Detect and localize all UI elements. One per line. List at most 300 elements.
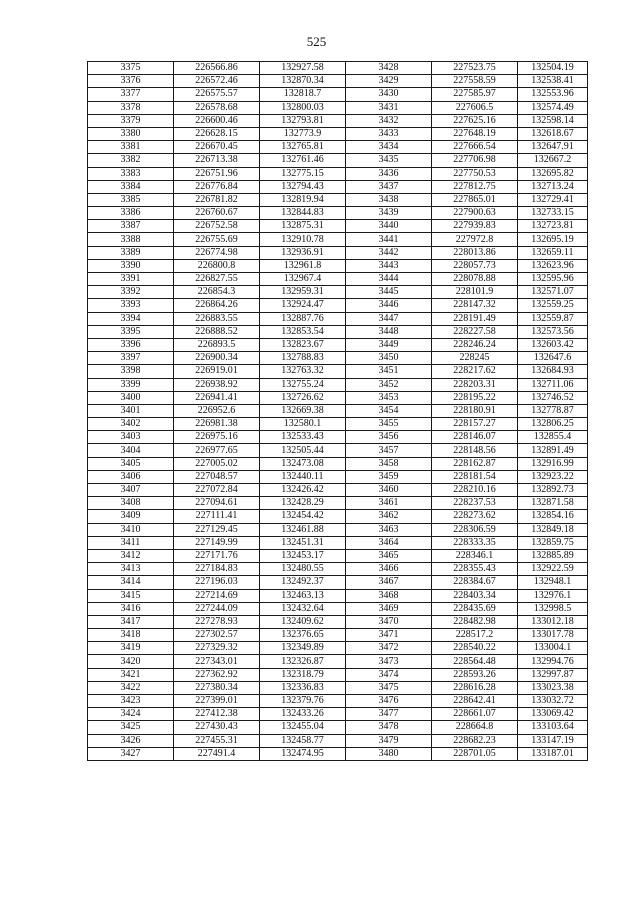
y-coordinate-cell: 132967.4 [260, 273, 346, 286]
point-number-cell: 3428 [346, 62, 432, 75]
point-number-cell: 3411 [88, 536, 174, 549]
point-number-cell: 3399 [88, 378, 174, 391]
point-number-cell: 3393 [88, 299, 174, 312]
x-coordinate-cell: 227558.59 [432, 75, 518, 88]
table-row [88, 418, 588, 431]
y-coordinate-cell: 132819.94 [260, 193, 346, 206]
x-coordinate-cell: 228217.62 [432, 365, 518, 378]
table-row [88, 167, 588, 180]
x-coordinate-cell: 228306.59 [432, 523, 518, 536]
y-coordinate-cell: 132870.34 [260, 75, 346, 88]
table-row [88, 273, 588, 286]
x-coordinate-cell: 226575.57 [174, 88, 260, 101]
x-coordinate-cell: 227184.83 [174, 563, 260, 576]
x-coordinate-cell: 226628.15 [174, 127, 260, 140]
y-coordinate-cell: 132684.93 [518, 365, 588, 378]
point-number-cell: 3445 [346, 286, 432, 299]
y-coordinate-cell: 132891.49 [518, 444, 588, 457]
x-coordinate-cell: 228181.54 [432, 470, 518, 483]
x-coordinate-cell: 227865.01 [432, 193, 518, 206]
point-number-cell: 3435 [346, 154, 432, 167]
y-coordinate-cell: 132924.47 [260, 299, 346, 312]
point-number-cell: 3460 [346, 484, 432, 497]
x-coordinate-cell: 227648.19 [432, 127, 518, 140]
y-coordinate-cell: 132713.24 [518, 180, 588, 193]
point-number-cell: 3439 [346, 207, 432, 220]
y-coordinate-cell: 133017.78 [518, 629, 588, 642]
y-coordinate-cell: 132409.62 [260, 615, 346, 628]
x-coordinate-cell: 228245 [432, 352, 518, 365]
table-row [88, 299, 588, 312]
y-coordinate-cell: 132800.03 [260, 101, 346, 114]
y-coordinate-cell: 132428.29 [260, 497, 346, 510]
x-coordinate-cell: 228682.23 [432, 734, 518, 747]
x-coordinate-cell: 228162.87 [432, 457, 518, 470]
y-coordinate-cell: 132426.42 [260, 484, 346, 497]
point-number-cell: 3406 [88, 470, 174, 483]
y-coordinate-cell: 132806.25 [518, 418, 588, 431]
table-row [88, 470, 588, 483]
table-row [88, 668, 588, 681]
y-coordinate-cell: 132948.1 [518, 576, 588, 589]
table-row [88, 154, 588, 167]
y-coordinate-cell: 132659.11 [518, 246, 588, 259]
point-number-cell: 3467 [346, 576, 432, 589]
x-coordinate-cell: 227606.5 [432, 101, 518, 114]
y-coordinate-cell: 132765.81 [260, 141, 346, 154]
y-coordinate-cell: 132559.87 [518, 312, 588, 325]
y-coordinate-cell: 132695.19 [518, 233, 588, 246]
page-number: 525 [306, 34, 327, 49]
y-coordinate-cell: 132559.25 [518, 299, 588, 312]
point-number-cell: 3463 [346, 523, 432, 536]
table-row [88, 312, 588, 325]
y-coordinate-cell: 132788.83 [260, 352, 346, 365]
point-number-cell: 3464 [346, 536, 432, 549]
table-row [88, 589, 588, 602]
table-row [88, 602, 588, 615]
point-number-cell: 3427 [88, 747, 174, 760]
y-coordinate-cell: 132349.89 [260, 642, 346, 655]
x-coordinate-cell: 226774.98 [174, 246, 260, 259]
point-number-cell: 3471 [346, 629, 432, 642]
y-coordinate-cell: 132553.96 [518, 88, 588, 101]
x-coordinate-cell: 228664.8 [432, 721, 518, 734]
y-coordinate-cell: 132595.96 [518, 273, 588, 286]
y-coordinate-cell: 132859.75 [518, 536, 588, 549]
table-row [88, 391, 588, 404]
y-coordinate-cell: 132746.52 [518, 391, 588, 404]
x-coordinate-cell: 228078.88 [432, 273, 518, 286]
x-coordinate-cell: 228435.69 [432, 602, 518, 615]
point-number-cell: 3378 [88, 101, 174, 114]
x-coordinate-cell: 226864.26 [174, 299, 260, 312]
point-number-cell: 3433 [346, 127, 432, 140]
x-coordinate-cell: 227399.01 [174, 695, 260, 708]
point-number-cell: 3415 [88, 589, 174, 602]
point-number-cell: 3394 [88, 312, 174, 325]
point-number-cell: 3470 [346, 615, 432, 628]
point-number-cell: 3456 [346, 431, 432, 444]
point-number-cell: 3410 [88, 523, 174, 536]
point-number-cell: 3430 [346, 88, 432, 101]
y-coordinate-cell: 132871.58 [518, 497, 588, 510]
table-row [88, 180, 588, 193]
y-coordinate-cell: 132923.22 [518, 470, 588, 483]
x-coordinate-cell: 227094.61 [174, 497, 260, 510]
point-number-cell: 3382 [88, 154, 174, 167]
point-number-cell: 3375 [88, 62, 174, 75]
point-number-cell: 3379 [88, 114, 174, 127]
point-number-cell: 3391 [88, 273, 174, 286]
x-coordinate-cell: 228210.16 [432, 484, 518, 497]
x-coordinate-cell: 226827.55 [174, 273, 260, 286]
x-coordinate-cell: 227491.4 [174, 747, 260, 760]
x-coordinate-cell: 227005.02 [174, 457, 260, 470]
y-coordinate-cell: 132998.5 [518, 602, 588, 615]
point-number-cell: 3474 [346, 668, 432, 681]
point-number-cell: 3455 [346, 418, 432, 431]
x-coordinate-cell: 227329.32 [174, 642, 260, 655]
x-coordinate-cell: 226751.96 [174, 167, 260, 180]
y-coordinate-cell: 132451.31 [260, 536, 346, 549]
table-row [88, 563, 588, 576]
y-coordinate-cell: 132480.55 [260, 563, 346, 576]
y-coordinate-cell: 132603.42 [518, 338, 588, 351]
x-coordinate-cell: 228013.86 [432, 246, 518, 259]
x-coordinate-cell: 228157.27 [432, 418, 518, 431]
point-number-cell: 3414 [88, 576, 174, 589]
point-number-cell: 3384 [88, 180, 174, 193]
x-coordinate-cell: 228237.53 [432, 497, 518, 510]
x-coordinate-cell: 228701.05 [432, 747, 518, 760]
point-number-cell: 3451 [346, 365, 432, 378]
y-coordinate-cell: 132455.04 [260, 721, 346, 734]
y-coordinate-cell: 132755.24 [260, 378, 346, 391]
x-coordinate-cell: 226578.68 [174, 101, 260, 114]
point-number-cell: 3405 [88, 457, 174, 470]
table-row [88, 721, 588, 734]
point-number-cell: 3457 [346, 444, 432, 457]
x-coordinate-cell: 228355.43 [432, 563, 518, 576]
x-coordinate-cell: 228346.1 [432, 549, 518, 562]
y-coordinate-cell: 132647.91 [518, 141, 588, 154]
y-coordinate-cell: 132885.89 [518, 549, 588, 562]
point-number-cell: 3424 [88, 708, 174, 721]
point-number-cell: 3440 [346, 220, 432, 233]
table-row [88, 88, 588, 101]
point-number-cell: 3376 [88, 75, 174, 88]
y-coordinate-cell: 132326.87 [260, 655, 346, 668]
table-row [88, 62, 588, 75]
point-number-cell: 3449 [346, 338, 432, 351]
table-row [88, 576, 588, 589]
x-coordinate-cell: 227585.97 [432, 88, 518, 101]
point-number-cell: 3434 [346, 141, 432, 154]
y-coordinate-cell: 132598.14 [518, 114, 588, 127]
x-coordinate-cell: 227362.92 [174, 668, 260, 681]
y-coordinate-cell: 132571.07 [518, 286, 588, 299]
y-coordinate-cell: 133103.64 [518, 721, 588, 734]
x-coordinate-cell: 227812.75 [432, 180, 518, 193]
x-coordinate-cell: 228661.07 [432, 708, 518, 721]
x-coordinate-cell: 226854.3 [174, 286, 260, 299]
coordinates-table [87, 61, 588, 761]
point-number-cell: 3452 [346, 378, 432, 391]
table-row [88, 325, 588, 338]
y-coordinate-cell: 133023.38 [518, 681, 588, 694]
x-coordinate-cell: 226755.69 [174, 233, 260, 246]
table-row [88, 629, 588, 642]
x-coordinate-cell: 228227.58 [432, 325, 518, 338]
point-number-cell: 3443 [346, 259, 432, 272]
y-coordinate-cell: 132887.76 [260, 312, 346, 325]
x-coordinate-cell: 227625.16 [432, 114, 518, 127]
point-number-cell: 3442 [346, 246, 432, 259]
y-coordinate-cell: 132855.4 [518, 431, 588, 444]
x-coordinate-cell: 228403.34 [432, 589, 518, 602]
x-coordinate-cell: 227129.45 [174, 523, 260, 536]
point-number-cell: 3436 [346, 167, 432, 180]
y-coordinate-cell: 132723.81 [518, 220, 588, 233]
point-number-cell: 3398 [88, 365, 174, 378]
y-coordinate-cell: 132574.49 [518, 101, 588, 114]
point-number-cell: 3388 [88, 233, 174, 246]
point-number-cell: 3429 [346, 75, 432, 88]
y-coordinate-cell: 132695.82 [518, 167, 588, 180]
y-coordinate-cell: 132336.83 [260, 681, 346, 694]
point-number-cell: 3438 [346, 193, 432, 206]
x-coordinate-cell: 226981.38 [174, 418, 260, 431]
y-coordinate-cell: 132892.73 [518, 484, 588, 497]
x-coordinate-cell: 227430.43 [174, 721, 260, 734]
table-row [88, 431, 588, 444]
y-coordinate-cell: 132959.31 [260, 286, 346, 299]
x-coordinate-cell: 228642.41 [432, 695, 518, 708]
point-number-cell: 3407 [88, 484, 174, 497]
x-coordinate-cell: 227706.98 [432, 154, 518, 167]
x-coordinate-cell: 228147.32 [432, 299, 518, 312]
point-number-cell: 3397 [88, 352, 174, 365]
x-coordinate-cell: 228148.56 [432, 444, 518, 457]
y-coordinate-cell: 132916.99 [518, 457, 588, 470]
y-coordinate-cell: 132711.06 [518, 378, 588, 391]
y-coordinate-cell: 132936.91 [260, 246, 346, 259]
x-coordinate-cell: 228517.2 [432, 629, 518, 642]
x-coordinate-cell: 226670.45 [174, 141, 260, 154]
point-number-cell: 3403 [88, 431, 174, 444]
point-number-cell: 3400 [88, 391, 174, 404]
table-row [88, 747, 588, 760]
y-coordinate-cell: 132794.43 [260, 180, 346, 193]
y-coordinate-cell: 132538.41 [518, 75, 588, 88]
x-coordinate-cell: 227412.38 [174, 708, 260, 721]
table-row [88, 220, 588, 233]
x-coordinate-cell: 226781.82 [174, 193, 260, 206]
point-number-cell: 3409 [88, 510, 174, 523]
table-row [88, 444, 588, 457]
y-coordinate-cell: 132533.43 [260, 431, 346, 444]
y-coordinate-cell: 132910.78 [260, 233, 346, 246]
x-coordinate-cell: 228384.67 [432, 576, 518, 589]
y-coordinate-cell: 132997.87 [518, 668, 588, 681]
point-number-cell: 3418 [88, 629, 174, 642]
y-coordinate-cell: 132994.76 [518, 655, 588, 668]
y-coordinate-cell: 132647.6 [518, 352, 588, 365]
y-coordinate-cell: 132473.08 [260, 457, 346, 470]
table-row [88, 510, 588, 523]
x-coordinate-cell: 226752.58 [174, 220, 260, 233]
table-row [88, 615, 588, 628]
y-coordinate-cell: 133069.42 [518, 708, 588, 721]
point-number-cell: 3422 [88, 681, 174, 694]
point-number-cell: 3444 [346, 273, 432, 286]
y-coordinate-cell: 132573.56 [518, 325, 588, 338]
y-coordinate-cell: 132875.31 [260, 220, 346, 233]
x-coordinate-cell: 227750.53 [432, 167, 518, 180]
x-coordinate-cell: 227302.57 [174, 629, 260, 642]
x-coordinate-cell: 227111.41 [174, 510, 260, 523]
table-row [88, 127, 588, 140]
x-coordinate-cell: 226883.55 [174, 312, 260, 325]
point-number-cell: 3480 [346, 747, 432, 760]
point-number-cell: 3477 [346, 708, 432, 721]
y-coordinate-cell: 132463.13 [260, 589, 346, 602]
point-number-cell: 3389 [88, 246, 174, 259]
y-coordinate-cell: 132458.77 [260, 734, 346, 747]
x-coordinate-cell: 228101.9 [432, 286, 518, 299]
x-coordinate-cell: 227523.75 [432, 62, 518, 75]
table-row [88, 352, 588, 365]
point-number-cell: 3421 [88, 668, 174, 681]
point-number-cell: 3385 [88, 193, 174, 206]
table-row [88, 549, 588, 562]
y-coordinate-cell: 132376.65 [260, 629, 346, 642]
y-coordinate-cell: 132492.37 [260, 576, 346, 589]
x-coordinate-cell: 226941.41 [174, 391, 260, 404]
y-coordinate-cell: 133012.18 [518, 615, 588, 628]
x-coordinate-cell: 226977.65 [174, 444, 260, 457]
y-coordinate-cell: 132618.67 [518, 127, 588, 140]
y-coordinate-cell: 132433.26 [260, 708, 346, 721]
x-coordinate-cell: 226919.01 [174, 365, 260, 378]
point-number-cell: 3469 [346, 602, 432, 615]
point-number-cell: 3416 [88, 602, 174, 615]
point-number-cell: 3423 [88, 695, 174, 708]
table-row [88, 655, 588, 668]
x-coordinate-cell: 227380.34 [174, 681, 260, 694]
point-number-cell: 3390 [88, 259, 174, 272]
x-coordinate-cell: 228482.98 [432, 615, 518, 628]
y-coordinate-cell: 132474.95 [260, 747, 346, 760]
x-coordinate-cell: 228203.31 [432, 378, 518, 391]
x-coordinate-cell: 226600.46 [174, 114, 260, 127]
x-coordinate-cell: 227244.09 [174, 602, 260, 615]
x-coordinate-cell: 227149.99 [174, 536, 260, 549]
point-number-cell: 3386 [88, 207, 174, 220]
x-coordinate-cell: 227196.03 [174, 576, 260, 589]
y-coordinate-cell: 132729.41 [518, 193, 588, 206]
point-number-cell: 3392 [88, 286, 174, 299]
y-coordinate-cell: 133032.72 [518, 695, 588, 708]
x-coordinate-cell: 228195.22 [432, 391, 518, 404]
point-number-cell: 3462 [346, 510, 432, 523]
x-coordinate-cell: 226800.8 [174, 259, 260, 272]
coordinates-table-body [88, 62, 588, 761]
x-coordinate-cell: 228540.22 [432, 642, 518, 655]
point-number-cell: 3453 [346, 391, 432, 404]
x-coordinate-cell: 228273.62 [432, 510, 518, 523]
x-coordinate-cell: 227214.69 [174, 589, 260, 602]
x-coordinate-cell: 226975.16 [174, 431, 260, 444]
point-number-cell: 3401 [88, 404, 174, 417]
y-coordinate-cell: 132976.1 [518, 589, 588, 602]
point-number-cell: 3383 [88, 167, 174, 180]
y-coordinate-cell: 133147.19 [518, 734, 588, 747]
table-row [88, 114, 588, 127]
y-coordinate-cell: 132773.9 [260, 127, 346, 140]
y-coordinate-cell: 132580.1 [260, 418, 346, 431]
point-number-cell: 3461 [346, 497, 432, 510]
point-number-cell: 3479 [346, 734, 432, 747]
x-coordinate-cell: 228593.26 [432, 668, 518, 681]
x-coordinate-cell: 227455.31 [174, 734, 260, 747]
point-number-cell: 3419 [88, 642, 174, 655]
y-coordinate-cell: 132505.44 [260, 444, 346, 457]
table-row [88, 708, 588, 721]
point-number-cell: 3413 [88, 563, 174, 576]
x-coordinate-cell: 226760.67 [174, 207, 260, 220]
point-number-cell: 3458 [346, 457, 432, 470]
y-coordinate-cell: 132379.76 [260, 695, 346, 708]
point-number-cell: 3472 [346, 642, 432, 655]
point-number-cell: 3437 [346, 180, 432, 193]
x-coordinate-cell: 226952.6 [174, 404, 260, 417]
table-row [88, 259, 588, 272]
x-coordinate-cell: 228616.28 [432, 681, 518, 694]
y-coordinate-cell: 132726.62 [260, 391, 346, 404]
table-row [88, 523, 588, 536]
y-coordinate-cell: 132927.58 [260, 62, 346, 75]
point-number-cell: 3465 [346, 549, 432, 562]
table-row [88, 404, 588, 417]
table-row [88, 75, 588, 88]
table-row [88, 365, 588, 378]
x-coordinate-cell: 228246.24 [432, 338, 518, 351]
y-coordinate-cell: 132775.15 [260, 167, 346, 180]
x-coordinate-cell: 228564.48 [432, 655, 518, 668]
point-number-cell: 3468 [346, 589, 432, 602]
point-number-cell: 3402 [88, 418, 174, 431]
table-row [88, 484, 588, 497]
y-coordinate-cell: 133004.1 [518, 642, 588, 655]
table-row [88, 497, 588, 510]
point-number-cell: 3425 [88, 721, 174, 734]
x-coordinate-cell: 226572.46 [174, 75, 260, 88]
y-coordinate-cell: 132667.2 [518, 154, 588, 167]
y-coordinate-cell: 132504.19 [518, 62, 588, 75]
point-number-cell: 3446 [346, 299, 432, 312]
point-number-cell: 3380 [88, 127, 174, 140]
x-coordinate-cell: 228057.73 [432, 259, 518, 272]
x-coordinate-cell: 226776.84 [174, 180, 260, 193]
point-number-cell: 3431 [346, 101, 432, 114]
point-number-cell: 3396 [88, 338, 174, 351]
x-coordinate-cell: 227900.63 [432, 207, 518, 220]
x-coordinate-cell: 227048.57 [174, 470, 260, 483]
table-row [88, 536, 588, 549]
point-number-cell: 3412 [88, 549, 174, 562]
